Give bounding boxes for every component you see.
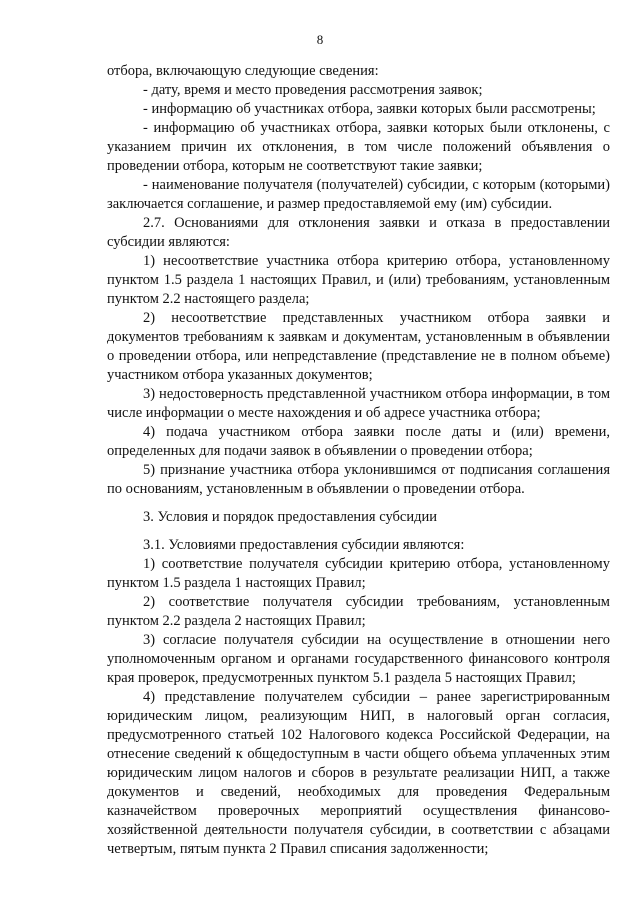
clause-3-1-item-1: 1) соответствие получателя субсидии критерию отбора, установленному пунктом 1.5 раздела 1 настоящих Правил; <box>107 556 610 591</box>
clause-3-1: 3.1. Условиями предоставления субсидии являются: <box>143 537 465 553</box>
clause-2-7-item-3: 3) недостоверность представленной участником отбора информации, в том числе информации о месте нахождения и об адресе участника отбора; <box>107 386 610 421</box>
clause-2-7-item-4: 4) подача участником отбора заявки после даты и (или) времени, определенных для подачи заявок в объявлении о проведении отбора; <box>107 424 610 459</box>
clause-2-7: 2.7. Основаниями для отклонения заявки и отказа в предоставлении субсидии являются: <box>107 215 610 250</box>
list-item-participants-rejected: - информацию об участниках отбора, заявки которых были отклонены, с указанием причин их отклонения, в том числе положений объявления о проведении отбора, которым не соответствуют такие заявки; <box>107 120 610 174</box>
clause-2-7-item-5: 5) признание участника отбора уклонившимся от подписания соглашения по основаниям, установленным в объявлении о проведении отбора. <box>107 462 610 497</box>
paragraph-intro-continuation: отбора, включающую следующие сведения: <box>107 63 379 79</box>
clause-3-1-item-3: 3) согласие получателя субсидии на осуществление в отношении него уполномоченным органом и органами государственного финансового контроля края проверок, предусмотренных пунктом 5.1 раздела 5 настоящих Правил; <box>107 632 610 686</box>
clause-3-1-item-2: 2) соответствие получателя субсидии требованиям, установленным пунктом 2.2 раздела 2 настоящих Правил; <box>107 594 610 629</box>
section-3-heading: 3. Условия и порядок предоставления субсидии <box>143 509 438 525</box>
list-item-participants-reviewed: - информацию об участниках отбора, заявки которых были рассмотрены; <box>143 101 596 117</box>
clause-2-7-item-2: 2) несоответствие представленных участником отбора заявки и документов требованиям к заявкам и документам, установленным в объявлении о проведении отбора, или непредставление (представление не в полном объеме) участником отбора указанных документов; <box>107 310 610 383</box>
page-number: 8 <box>316 32 324 47</box>
clause-3-1-item-4: 4) представление получателем субсидии – ранее зарегистрированным юридическим лицом, реализующим НИП, в налоговый орган согласия, предусмотренного статьей 102 Налогового кодекса Российской Федерации, на отнесение сведений к общедоступным в части общего объема уплаченных этим юридическим лицом налогов и сборов в результате реализации НИП, а также документов и сведений, необходимых для проведения Федеральным казначейством проверочных мероприятий осуществления финансово-хозяйственной деятельности получателя субсидии, в соответствии с абзацами четвертым, пятым пункта 2 Правил списания задолженности; <box>107 689 610 857</box>
clause-2-7-item-1: 1) несоответствие участника отбора критерию отбора, установленному пунктом 1.5 раздела 1 настоящих Правил, и (или) требованиям, установленным пунктом 2.2 настоящего раздела; <box>107 253 610 307</box>
list-item-recipient-name: - наименование получателя (получателей) субсидии, с которым (которыми) заключается соглашение, и размер предоставляемой ему (им) субсидии. <box>107 177 610 212</box>
document-body <box>107 62 610 859</box>
list-item-date-time-place: - дату, время и место проведения рассмотрения заявок; <box>143 82 483 98</box>
